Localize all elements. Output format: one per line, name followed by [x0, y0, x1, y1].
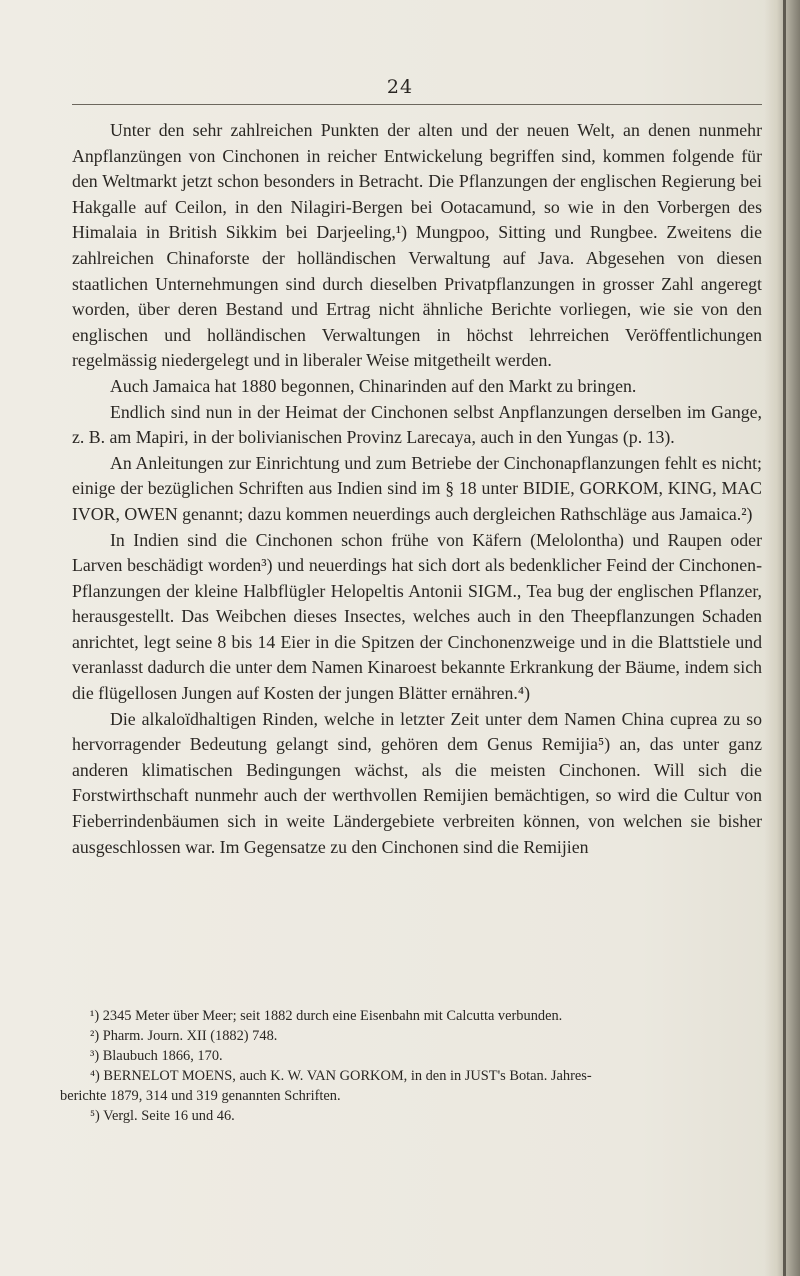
header-rule	[72, 104, 762, 105]
paragraph: Unter den sehr zahlreichen Punkten der alten und der neuen Welt, an denen nunmehr Anpflanzüngen von Cinchonen in reicher Entwickelung begriffen sind, kommen folgende für den Weltmarkt jetzt schon besonders in Betracht. Die Pflanzungen der englischen Regierung bei Hakgalle auf Ceilon, in den Nilagiri-Bergen bei Ootacamund, so wie in den Vorbergen des Himalaia in British Sikkim bei Darjeeling,¹) Mungpoo, Sitting und Rungbee. Zweitens die zahlreichen Chinaforste der holländischen Verwaltung auf Java. Abgesehen von diesen staatlichen Unternehmungen sind durch dieselben Privatpflanzungen in grosser Zahl angeregt worden, über deren Bestand und Ertrag nicht ähnliche Berichte vorliegen, wie sie von den englischen und holländischen Verwaltungen in höchst lehrreichen Veröffentlichungen regelmässig niedergelegt und in liberaler Weise mitgetheilt werden.	[72, 120, 762, 371]
book-spine-edge	[783, 0, 786, 1276]
footnote: ¹) 2345 Meter über Meer; seit 1882 durch eine Eisenbahn mit Calcutta verbunden.	[90, 1008, 563, 1024]
paragraph: An Anleitungen zur Einrichtung und zum Betriebe der Cinchonapflanzungen fehlt es nicht; einige der bezüglichen Schriften aus Indien sind im § 18 unter BIDIE, GORKOM, KING, MAC IVOR, OWEN genannt; dazu kommen neuerdings auch dergleichen Rathschläge aus Jamaica.²)	[72, 452, 762, 524]
footnote: ⁵) Vergl. Seite 16 und 46.	[90, 1108, 235, 1124]
footnotes	[60, 1006, 770, 1126]
footnote: ³) Blaubuch 1866, 170.	[90, 1048, 223, 1064]
paragraph: Auch Jamaica hat 1880 begonnen, Chinarinden auf den Markt zu bringen.	[110, 375, 637, 396]
main-text	[72, 118, 762, 860]
paragraph: In Indien sind die Cinchonen schon frühe von Käfern (Melolontha) und Raupen oder Larven beschädigt worden³) und neuerdings hat sich dort als bedenklicher Feind der Cinchonen-Pflanzungen der kleine Halbflügler Helopeltis Antonii SIGM., Tea bug der englischen Pflanzer, herausgestellt. Das Weibchen dieses Insectes, welches auch in den Theepflanzungen Schaden anrichtet, legt seine 8 bis 14 Eier in die Spitzen der Cinchonenzweige und in die Blattstiele und veranlasst dadurch die unter dem Namen Kinaroest bekannte Erkrankung der Bäume, indem sich die flügellosen Jungen auf Kosten der jungen Blätter ernähren.⁴)	[72, 529, 762, 704]
footnote: ²) Pharm. Journ. XII (1882) 748.	[90, 1028, 278, 1044]
page-number: 24	[386, 76, 414, 98]
footnote: ⁴) BERNELOT MOENS, auch K. W. VAN GORKOM, in den in JUST's Botan. Jahres-	[90, 1068, 592, 1084]
paragraph: Endlich sind nun in der Heimat der Cinchonen selbst Anpflanzungen derselben im Gange, z. B. am Mapiri, in der bolivianischen Provinz Larecaya, auch in den Yungas (p. 13).	[72, 401, 762, 448]
paragraph: Die alkaloïdhaltigen Rinden, welche in letzter Zeit unter dem Namen China cuprea zu so hervorragender Bedeutung gelangt sind, gehören dem Genus Remijia⁵) an, das unter ganz anderen klimatischen Bedingungen wächst, als die meisten Cinchonen. Will sich die Forstwirthschaft nunmehr auch der werthvollen Remijien bemächtigen, so wird die Cultur von Fieberrindenbäumen sich in weite Ländergebiete verbreiten können, von welchen sie bisher ausgeschlossen war. Im Gegensatze zu den Cinchonen sind die Remijien	[72, 708, 762, 857]
footnote-continuation: berichte 1879, 314 und 319 genannten Schriften.	[60, 1088, 341, 1104]
